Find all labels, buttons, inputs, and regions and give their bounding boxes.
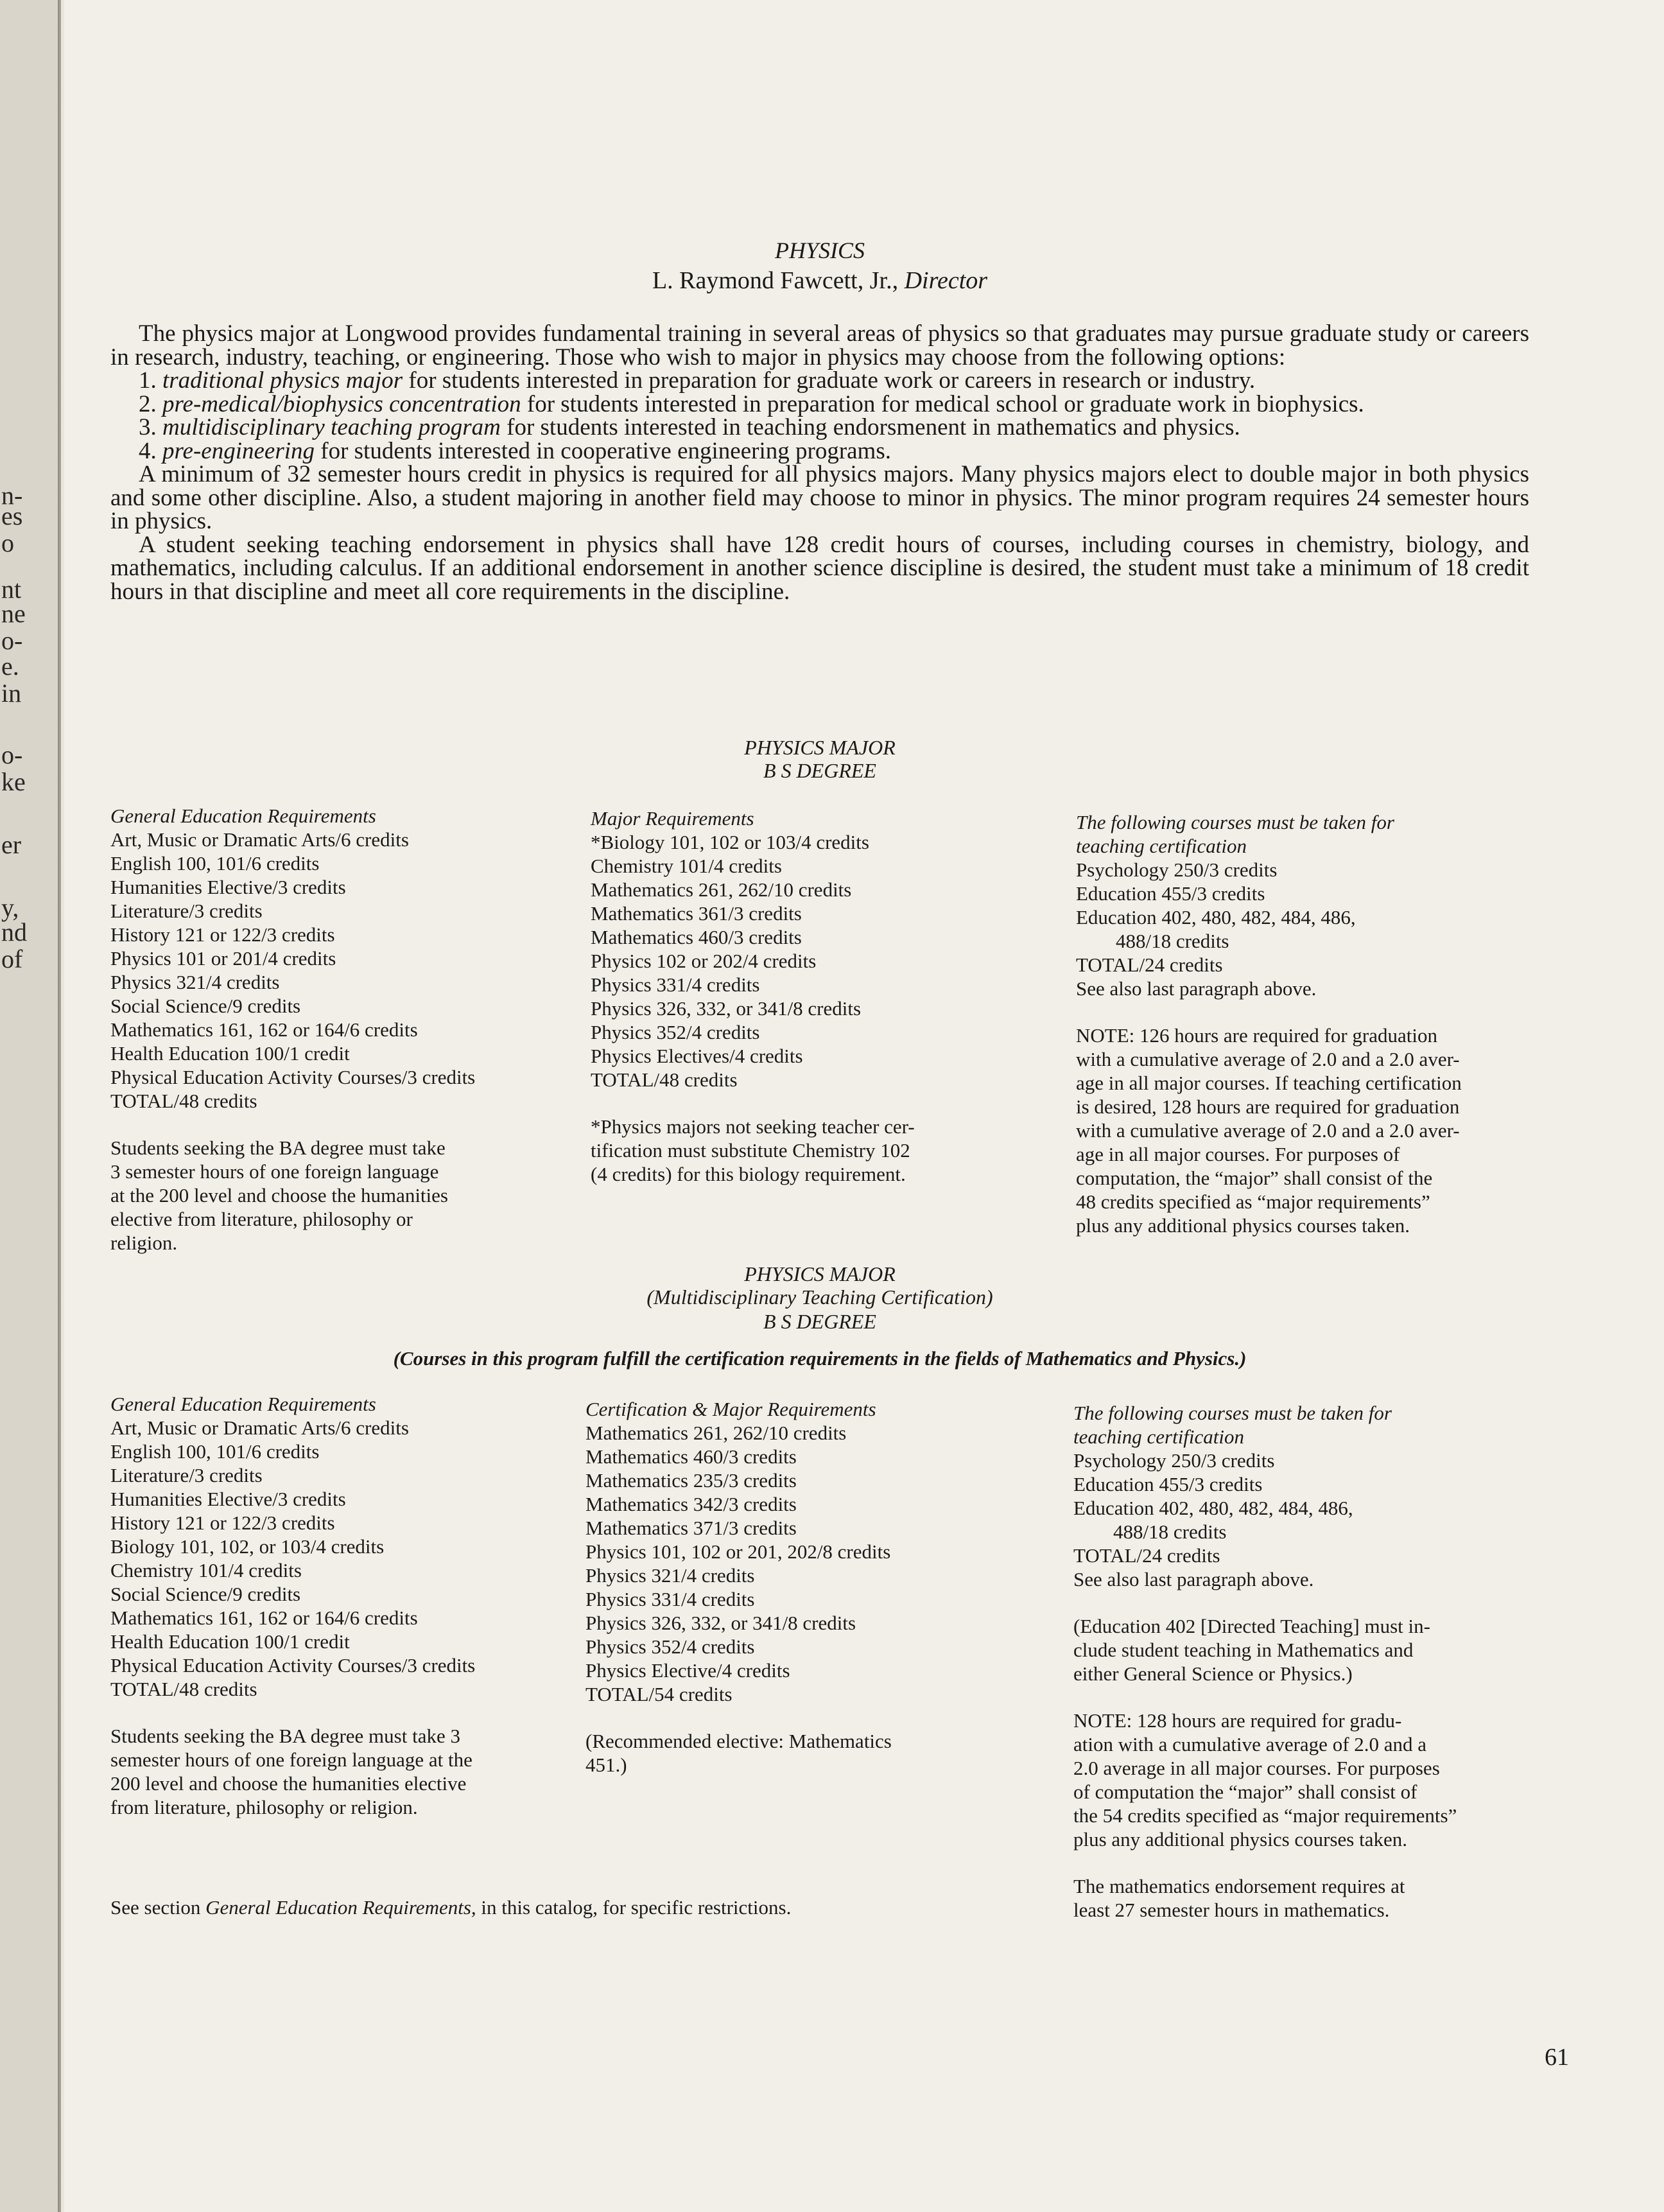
bs-gen-ed-list-item: Physics 321/4 credits: [110, 971, 280, 993]
bs-section-subtitle: B S DEGREE: [763, 759, 876, 782]
option-description: for students interested in teaching endorsmenent in mathematics and physics.: [500, 414, 1240, 440]
bs-major-footnote-item: *Physics majors not seeking teacher cer-: [591, 1115, 915, 1138]
bs-major-column: [591, 806, 1066, 1186]
page-title: PHYSICS: [774, 238, 865, 263]
bs-gen-ed-list: [110, 828, 598, 1113]
bs-ba-note-item: Students seeking the BA degree must take: [110, 1136, 446, 1159]
md-cert-note-item: ation with a cumulative average of 2.0 and a: [1073, 1733, 1427, 1755]
md-ba-note-item: Students seeking the BA degree must take 3: [110, 1725, 460, 1747]
md-elective-note-item: 451.): [585, 1754, 627, 1776]
bs-major-footnote-item: (4 credits) for this biology requirement.: [591, 1163, 906, 1185]
bs-cert-total: TOTAL/24 credits: [1076, 954, 1223, 976]
md-major-heading: Certification & Major Requirements: [585, 1398, 876, 1420]
option-number: 2.: [139, 390, 157, 417]
md-cert-list-item: Education 455/3 credits: [1073, 1473, 1263, 1495]
bs-major-list-item: Chemistry 101/4 credits: [591, 855, 782, 877]
bs-major-list-item: Mathematics 460/3 credits: [591, 926, 802, 948]
bs-cert-heading-item: teaching certification: [1076, 835, 1247, 857]
bs-cert-heading: [1076, 810, 1538, 858]
director-name: L. Raymond Fawcett, Jr.,: [652, 267, 899, 294]
intro-paragraph-2: A minimum of 32 semester hours credit in physics is required for all physics majors. Many physics majors elect to double major in both physics and some other discipline. Also, a student majoring in another field may choose to minor in physics. The minor program requires 24 semester hours in physics.: [110, 461, 1529, 534]
bs-major-list-item: Mathematics 261, 262/10 credits: [591, 878, 852, 901]
intro-paragraph-1: The physics major at Longwood provides fundamental training in several areas of physics so that graduates may pursue graduate study or careers in research, industry, teaching, or engineering. Those who wish to major in physics may choose from the following options:: [110, 320, 1529, 370]
md-cert-list: [1073, 1449, 1542, 1520]
md-gen-ed-list-item: Physical Education Activity Courses/3 credits: [110, 1654, 476, 1676]
md-section-subtitle: (Multidisciplinary Teaching Certification): [646, 1285, 993, 1309]
md-cert-note: [1073, 1709, 1542, 1851]
bs-ba-note: [110, 1136, 598, 1255]
md-edu-note-item: clude student teaching in Mathematics and: [1073, 1639, 1414, 1661]
bs-ba-note-item: religion.: [110, 1232, 178, 1254]
bs-major-heading: Major Requirements: [591, 807, 754, 830]
bs-cert-item-cont: 488/18 credits: [1116, 930, 1229, 952]
bs-major-list-item: TOTAL/48 credits: [591, 1068, 738, 1091]
adjacent-text-fragment: e.: [1, 652, 19, 681]
bs-cert-heading-item: The following courses must be taken for: [1076, 811, 1394, 833]
catalog-page: [64, 0, 1664, 2212]
md-cert-list-item: Education 402, 480, 482, 484, 486,: [1073, 1497, 1353, 1519]
adjacent-text-fragment: o-: [1, 740, 23, 769]
adjacent-text-fragment: n-: [1, 481, 23, 510]
md-cert-note-item: plus any additional physics courses taken.: [1073, 1828, 1408, 1851]
adjacent-text-fragment: ke: [1, 767, 26, 796]
md-major-list-item: Mathematics 342/3 credits: [585, 1493, 797, 1515]
bs-major-list-item: Physics Electives/4 credits: [591, 1045, 803, 1067]
option-description: for students interested in cooperative engineering programs.: [315, 437, 891, 464]
md-edu-note-item: (Education 402 [Directed Teaching] must in-: [1073, 1615, 1430, 1637]
md-gen-ed-list-item: Health Education 100/1 credit: [110, 1630, 350, 1653]
option-description: for students interested in preparation for medical school or graduate work in biophysics.: [521, 390, 1364, 417]
md-cert-note-item: 2.0 average in all major courses. For purposes: [1073, 1757, 1440, 1779]
md-ba-note-item: from literature, philosophy or religion.: [110, 1796, 418, 1818]
option-item: [110, 369, 1529, 393]
bs-gen-ed-list-item: TOTAL/48 credits: [110, 1090, 257, 1112]
option-item: [110, 390, 1529, 417]
md-gen-ed-column: [110, 1392, 598, 1819]
bs-ba-note-item: elective from literature, philosophy or: [110, 1208, 413, 1230]
md-cert-note-item: the 54 credits specified as “major requirements”: [1073, 1804, 1457, 1827]
bs-gen-ed-list-item: History 121 or 122/3 credits: [110, 923, 335, 946]
adjacent-text-fragment: in: [1, 679, 22, 708]
md-section-degree: B S DEGREE: [763, 1310, 876, 1333]
md-math-note-item: The mathematics endorsement requires at: [1073, 1875, 1405, 1897]
md-elective-note: [585, 1729, 1073, 1777]
bs-major-footnote-item: tification must substitute Chemistry 102: [591, 1139, 910, 1162]
md-major-list-item: Physics 331/4 credits: [585, 1588, 755, 1610]
md-cert-item-cont: 488/18 credits: [1113, 1520, 1227, 1543]
md-gen-ed-list-item: Chemistry 101/4 credits: [110, 1559, 302, 1581]
adjacent-text-fragment: of: [1, 945, 23, 973]
option-name: pre-medical/biophysics concentration: [162, 390, 521, 417]
bs-gen-ed-column: [110, 804, 598, 1255]
adjacent-text-fragment: nt: [1, 575, 22, 604]
md-major-list-item: Mathematics 371/3 credits: [585, 1517, 797, 1539]
md-major-list-item: TOTAL/54 credits: [585, 1683, 732, 1705]
md-cert-list-item: Psychology 250/3 credits: [1073, 1449, 1275, 1472]
bs-cert-list-item: Education 402, 480, 482, 484, 486,: [1076, 906, 1356, 928]
md-gen-ed-list: [110, 1416, 598, 1701]
bs-gen-ed-list-item: Physics 101 or 201/4 credits: [110, 947, 336, 970]
md-cert-heading: [1073, 1401, 1542, 1449]
md-ba-note-item: semester hours of one foreign language at the: [110, 1748, 472, 1771]
md-gen-ed-list-item: Social Science/9 credits: [110, 1583, 301, 1605]
md-gen-ed-list-item: Mathematics 161, 162 or 164/6 credits: [110, 1607, 418, 1629]
option-name: multidisciplinary teaching program: [162, 414, 501, 440]
adjacent-text-fragment: y,: [1, 893, 19, 922]
bs-major-list: [591, 830, 1066, 1092]
bs-cert-list-item: Psychology 250/3 credits: [1076, 858, 1278, 881]
bs-gen-ed-list-item: Mathematics 161, 162 or 164/6 credits: [110, 1018, 418, 1041]
md-major-list-item: Physics 352/4 credits: [585, 1635, 755, 1658]
bs-major-list-item: Physics 331/4 credits: [591, 973, 760, 996]
option-name: pre-engineering: [162, 437, 315, 464]
bs-cert-list-item: Education 455/3 credits: [1076, 882, 1265, 905]
bs-gen-ed-list-item: Literature/3 credits: [110, 900, 263, 922]
md-section-title: PHYSICS MAJOR: [744, 1262, 896, 1285]
page-gutter-shadow: [58, 0, 61, 2212]
bs-cert-note-item: age in all major courses. For purposes of: [1076, 1143, 1400, 1165]
md-edu-note: [1073, 1614, 1542, 1685]
md-program-note: (Courses in this program fulfill the certification requirements in the fields of Mathematics and Physics.): [393, 1347, 1247, 1370]
bs-gen-ed-list-item: Art, Music or Dramatic Arts/6 credits: [110, 828, 409, 851]
md-major-list-item: Mathematics 235/3 credits: [585, 1469, 797, 1492]
bs-gen-ed-list-item: Physical Education Activity Courses/3 credits: [110, 1066, 476, 1088]
md-major-column: [585, 1397, 1073, 1777]
md-major-list-item: Mathematics 261, 262/10 credits: [585, 1422, 847, 1444]
bs-section-title: PHYSICS MAJOR: [744, 736, 896, 759]
md-cert-see-also: See also last paragraph above.: [1073, 1568, 1314, 1590]
md-gen-ed-list-item: Literature/3 credits: [110, 1464, 263, 1486]
bs-major-footnote: [591, 1115, 1066, 1186]
option-item: [110, 437, 1529, 464]
bs-major-list-item: *Biology 101, 102 or 103/4 credits: [591, 831, 869, 853]
bs-major-list-item: Physics 352/4 credits: [591, 1021, 760, 1043]
md-gen-ed-list-item: English 100, 101/6 credits: [110, 1440, 320, 1463]
md-cert-note-item: of computation the “major” shall consist of: [1073, 1781, 1417, 1803]
director-line: [110, 266, 1529, 295]
bs-gen-ed-list-item: English 100, 101/6 credits: [110, 852, 320, 875]
md-major-list-item: Physics 321/4 credits: [585, 1564, 755, 1587]
md-edu-note-item: either General Science or Physics.): [1073, 1662, 1353, 1685]
options-list: [110, 369, 1529, 463]
bs-major-list-item: Physics 102 or 202/4 credits: [591, 950, 817, 972]
bs-major-list-item: Physics 326, 332, or 341/8 credits: [591, 997, 862, 1020]
md-cert-total: TOTAL/24 credits: [1073, 1544, 1220, 1567]
bs-cert-note-item: plus any additional physics courses taken.: [1076, 1214, 1410, 1237]
bs-ba-note-item: at the 200 level and choose the humanities: [110, 1184, 448, 1206]
bs-gen-ed-heading: General Education Requirements: [110, 805, 376, 827]
adjacent-page-edge: [0, 0, 61, 2212]
option-number: 3.: [139, 414, 157, 440]
md-cert-note-item: NOTE: 128 hours are required for gradu-: [1073, 1709, 1402, 1732]
intro-paragraph-3: A student seeking teaching endorsement in physics shall have 128 credit hours of courses, including courses in chemistry, biology, and mathematics, including calculus. If an additional endorsement in another science discipline is desired, the student must take a minimum of 18 credit hours in that discipline and meet all core requirements in the discipline.: [110, 531, 1529, 605]
bs-cert-list: [1076, 858, 1538, 929]
md-ba-note: [110, 1724, 598, 1819]
bs-cert-note-item: NOTE: 126 hours are required for graduation: [1076, 1024, 1437, 1047]
md-cert-heading-item: The following courses must be taken for: [1073, 1402, 1392, 1424]
adjacent-text-fragment: ne: [1, 599, 26, 628]
adjacent-text-fragment: o-: [1, 626, 23, 655]
page-number: 61: [1545, 2044, 1569, 2071]
bs-cert-note-item: 48 credits specified as “major requirements”: [1076, 1190, 1430, 1213]
md-major-list-item: Physics 101, 102 or 201, 202/8 credits: [585, 1540, 891, 1563]
option-number: 1.: [139, 367, 157, 394]
md-gen-ed-heading: General Education Requirements: [110, 1393, 376, 1415]
md-math-note-item: least 27 semester hours in mathematics.: [1073, 1899, 1390, 1921]
md-math-note: [1073, 1874, 1542, 1922]
bs-gen-ed-list-item: Health Education 100/1 credit: [110, 1042, 350, 1065]
adjacent-text-fragment: er: [1, 830, 22, 859]
adjacent-text-fragment: nd: [1, 918, 27, 946]
bs-cert-column: [1076, 810, 1538, 1237]
option-description: for students interested in preparation for graduate work or careers in research or industry.: [403, 367, 1256, 394]
bs-cert-see-also: See also last paragraph above.: [1076, 977, 1317, 1000]
md-gen-ed-list-item: Art, Music or Dramatic Arts/6 credits: [110, 1416, 409, 1439]
bs-gen-ed-list-item: Social Science/9 credits: [110, 995, 301, 1017]
bs-cert-note-item: is desired, 128 hours are required for graduation: [1076, 1095, 1460, 1118]
option-name: traditional physics major: [162, 367, 403, 394]
footer-prefix: See section: [110, 1896, 206, 1919]
bs-cert-note-item: computation, the “major” shall consist of the: [1076, 1167, 1433, 1189]
md-gen-ed-list-item: TOTAL/48 credits: [110, 1678, 257, 1700]
bs-cert-note-item: with a cumulative average of 2.0 and a 2.0 aver-: [1076, 1119, 1460, 1142]
md-gen-ed-list-item: Biology 101, 102, or 103/4 credits: [110, 1535, 385, 1558]
bs-major-list-item: Mathematics 361/3 credits: [591, 902, 802, 925]
bs-gen-ed-list-item: Humanities Elective/3 credits: [110, 876, 346, 898]
option-number: 4.: [139, 437, 157, 464]
intro-section: [110, 322, 1529, 604]
md-major-list-item: Mathematics 460/3 credits: [585, 1445, 797, 1468]
bs-cert-note-item: with a cumulative average of 2.0 and a 2.0 aver-: [1076, 1048, 1460, 1070]
md-major-list-item: Physics 326, 332, or 341/8 credits: [585, 1612, 856, 1634]
bs-cert-note: [1076, 1023, 1538, 1237]
md-gen-ed-list-item: Humanities Elective/3 credits: [110, 1488, 346, 1510]
bs-cert-note-item: age in all major courses. If teaching certification: [1076, 1072, 1462, 1094]
footer-note: [110, 1895, 1073, 1919]
md-major-list-item: Physics Elective/4 credits: [585, 1659, 790, 1682]
director-title: Director: [904, 267, 988, 294]
adjacent-text-fragment: es: [1, 501, 23, 530]
bs-ba-note-item: 3 semester hours of one foreign language: [110, 1160, 439, 1183]
md-cert-heading-item: teaching certification: [1073, 1425, 1245, 1448]
footer-italic: General Education Requirements,: [205, 1896, 476, 1919]
md-major-list: [585, 1421, 1073, 1706]
option-item: [110, 416, 1529, 440]
md-ba-note-item: 200 level and choose the humanities elective: [110, 1772, 467, 1795]
footer-suffix: in this catalog, for specific restrictions.: [476, 1896, 792, 1919]
adjacent-text-fragment: o: [1, 528, 14, 557]
md-gen-ed-list-item: History 121 or 122/3 credits: [110, 1511, 335, 1534]
md-cert-column: [1073, 1401, 1542, 1922]
md-elective-note-item: (Recommended elective: Mathematics: [585, 1730, 892, 1752]
